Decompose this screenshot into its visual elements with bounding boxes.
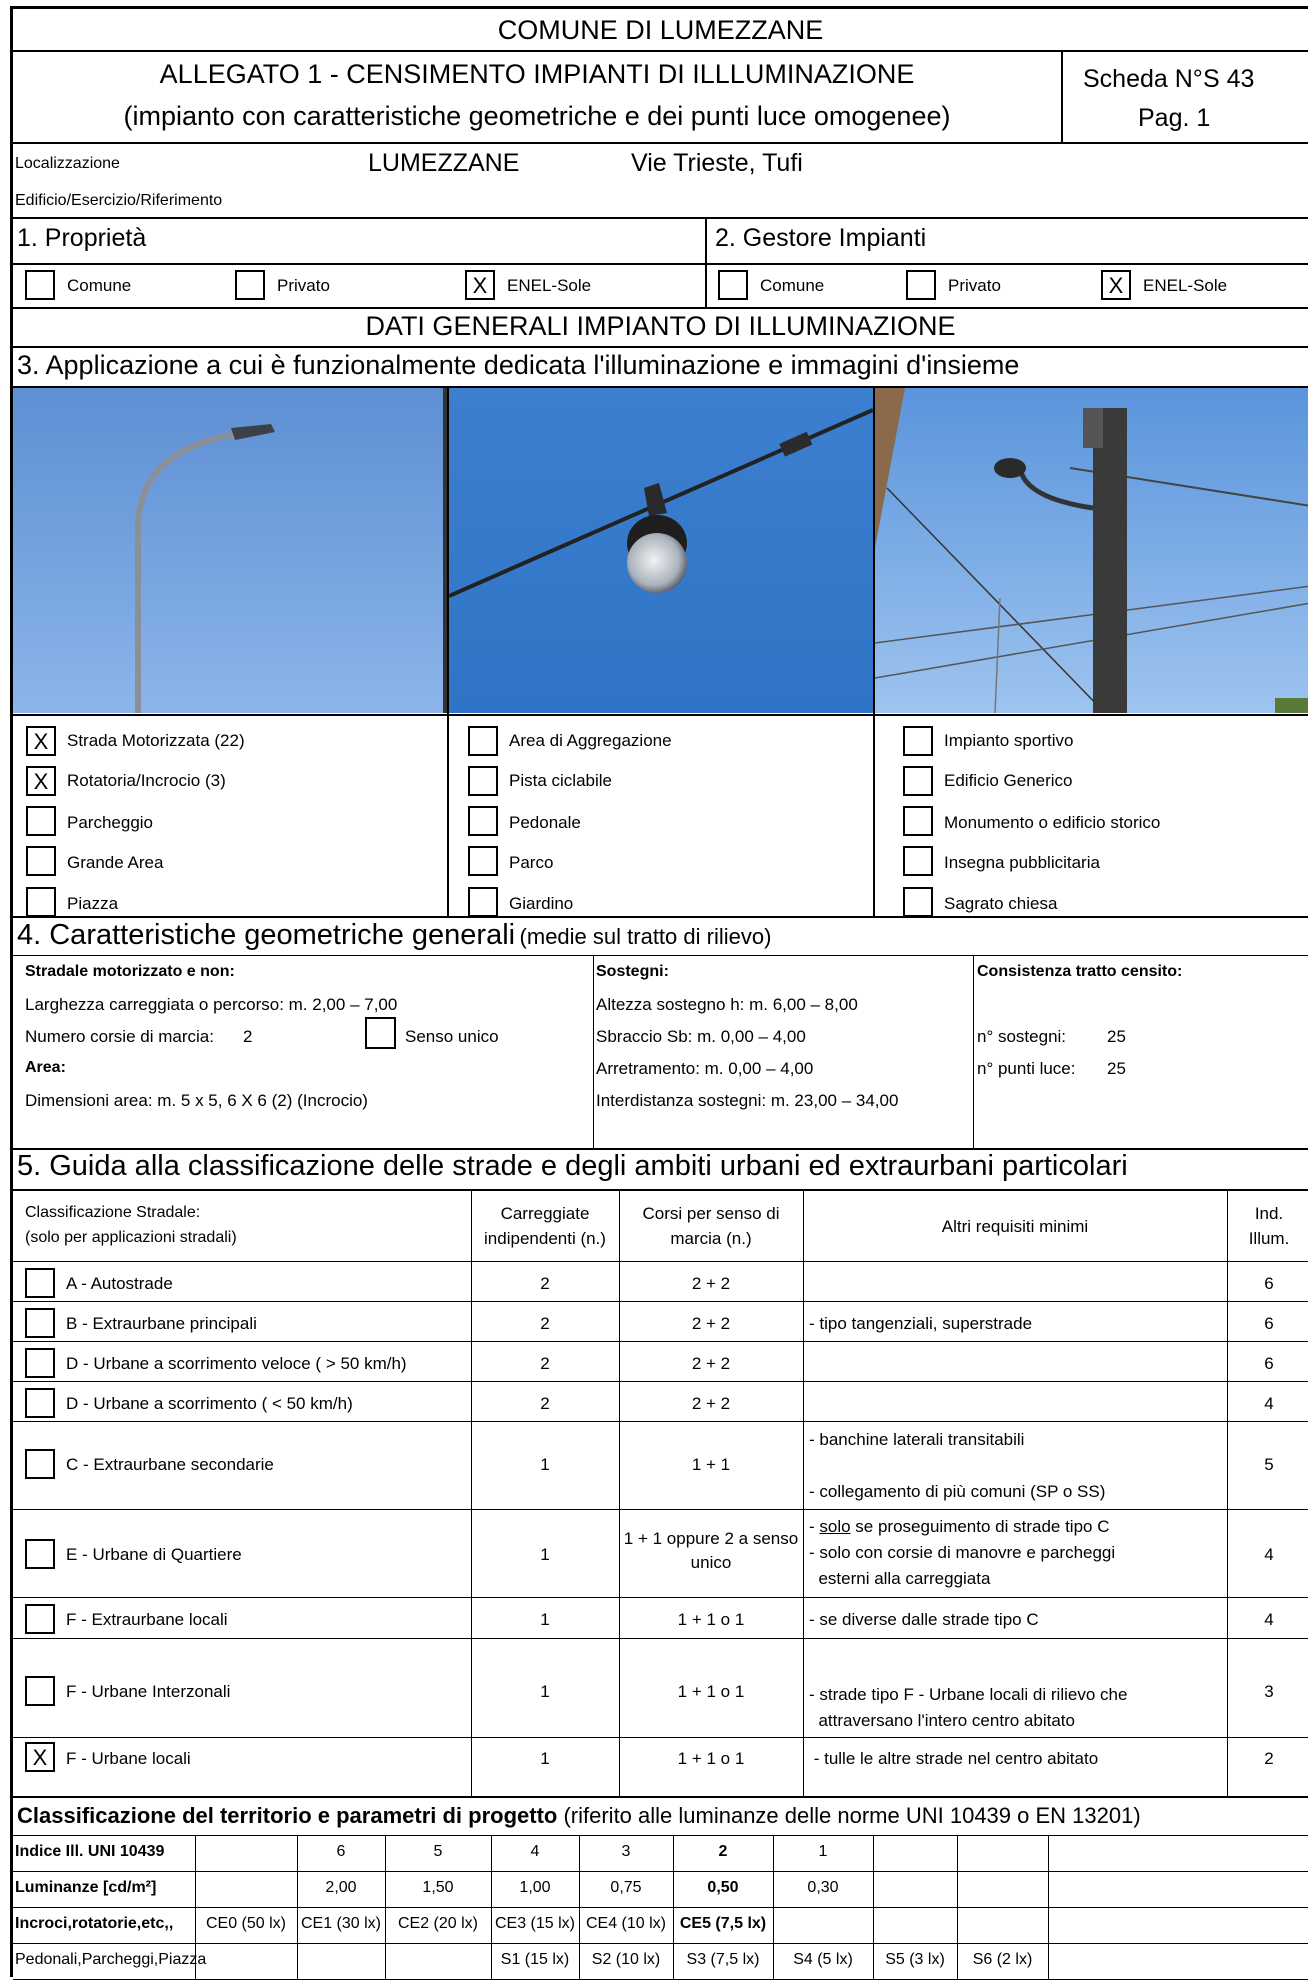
- section4-title: [17, 919, 771, 952]
- class-a-corsi: 2 + 2: [691, 1274, 731, 1293]
- territorio-cell: 3: [621, 1843, 631, 1860]
- territorio-table: [13, 1835, 1308, 1980]
- sostegni-header: Sostegni:: [596, 963, 669, 980]
- class-a-name: A - Autostrade: [66, 1274, 173, 1293]
- n-sostegni-value: 25: [1107, 1027, 1126, 1046]
- class-f-extraurbane-carr: 1: [540, 1610, 550, 1629]
- n-sostegni-label: n° sostegni:: [977, 1027, 1067, 1046]
- section4-title-note: (medie sul tratto di rilievo): [519, 924, 772, 949]
- checkbox-class-d[interactable]: [25, 1388, 55, 1418]
- proprieta-comune-label: Comune: [67, 276, 132, 295]
- checkbox-rotatoria[interactable]: X: [26, 766, 56, 796]
- class-f-interzonali-ind: 3: [1264, 1682, 1274, 1701]
- checkbox-impianto-sportivo[interactable]: [903, 726, 933, 756]
- checkbox-parco[interactable]: [468, 846, 498, 876]
- class-e-req-3: esterni alla carreggiata: [809, 1569, 991, 1588]
- class-d-name: D - Urbane a scorrimento ( < 50 km/h): [66, 1394, 353, 1413]
- territorio-cell: 0,75: [610, 1879, 642, 1896]
- giardino-label: Giardino: [509, 894, 574, 913]
- checkbox-insegna[interactable]: [903, 846, 933, 876]
- territorio-row-label: Pedonali,Parcheggi,Piazza: [15, 1951, 207, 1968]
- class-f-locali-ind: 2: [1264, 1749, 1274, 1768]
- territorio-cell: S5 (3 lx): [885, 1951, 945, 1968]
- class-f-locali-carr: 1: [540, 1749, 550, 1768]
- class-c-name: C - Extraurbane secondarie: [66, 1455, 274, 1474]
- proprieta-enel-label: ENEL-Sole: [507, 276, 592, 295]
- territorio-cell: 1,00: [519, 1879, 551, 1896]
- class-d-veloce-ind: 6: [1264, 1354, 1274, 1373]
- class-f-extraurbane-name: F - Extraurbane locali: [66, 1610, 228, 1629]
- territorio-cell: S1 (15 lx): [500, 1951, 570, 1968]
- class-f-interzonali-corsi: 1 + 1 o 1: [677, 1682, 745, 1701]
- class-b-carr: 2: [540, 1314, 550, 1333]
- allegato-subtitle: (impianto con caratteristiche geometriche e dei punti luce omogenee): [123, 101, 951, 131]
- territorio-cell: CE0 (50 lx): [205, 1915, 287, 1932]
- corsie-label: Numero corsie di marcia:: [25, 1027, 214, 1046]
- section3-title: 3. Applicazione a cui è funzionalmente dedicata l'illuminazione e immagini d'insieme: [17, 350, 1020, 380]
- class-f-interzonali-req-1: - strade tipo F - Urbane locali di rilievo che: [809, 1685, 1128, 1704]
- checkbox-class-a[interactable]: [25, 1268, 55, 1298]
- checkbox-pedonale[interactable]: [468, 806, 498, 836]
- checkbox-senso-unico[interactable]: [365, 1017, 396, 1049]
- territorio-cell: S3 (7,5 lx): [686, 1951, 760, 1968]
- location-city: LUMEZZANE: [368, 149, 520, 177]
- col-altri: Altri requisiti minimi: [941, 1217, 1089, 1236]
- edificio-label: Edificio/Esercizio/Riferimento: [15, 192, 223, 209]
- proprieta-privato-label: Privato: [277, 276, 330, 295]
- checkbox-proprieta-privato[interactable]: [235, 270, 265, 300]
- class-e-req-2: - solo con corsie di manovre e parcheggi: [809, 1543, 1116, 1562]
- territorio-row-label: Luminanze [cd/m²]: [15, 1879, 157, 1896]
- sbraccio-text: Sbraccio Sb: m. 0,00 – 4,00: [596, 1027, 806, 1046]
- class-f-locali-req: - tulle le altre strade nel centro abitato: [809, 1749, 1099, 1768]
- pedonale-label: Pedonale: [509, 813, 581, 832]
- rotatoria-label: Rotatoria/Incrocio (3): [67, 771, 226, 790]
- class-c-corsi: 1 + 1: [691, 1455, 731, 1474]
- class-b-req: - tipo tangenziali, superstrade: [809, 1314, 1033, 1333]
- checkbox-class-b[interactable]: [25, 1308, 55, 1338]
- checkbox-proprieta-enel[interactable]: X: [465, 270, 495, 300]
- scheda-label: Scheda N°: [1083, 65, 1203, 93]
- class-e-corsi-2: unico: [690, 1553, 732, 1572]
- class-e-corsi-1: 1 + 1 oppure 2 a senso: [623, 1529, 799, 1548]
- grande-area-label: Grande Area: [67, 853, 164, 872]
- section2-title: 2. Gestore Impianti: [715, 224, 927, 252]
- class-d-corsi: 2 + 2: [691, 1394, 731, 1413]
- checkbox-gestore-enel[interactable]: X: [1101, 270, 1131, 300]
- parco-label: Parco: [509, 853, 554, 872]
- corsie-value: 2: [243, 1027, 253, 1046]
- class-a-carr: 2: [540, 1274, 550, 1293]
- class-b-corsi: 2 + 2: [691, 1314, 731, 1333]
- territorio-title-rest: (riferito alle luminanze delle norme UNI 10439 o EN 13201): [563, 1803, 1141, 1828]
- checkbox-strada-motorizzata[interactable]: X: [26, 726, 56, 756]
- territorio-cell: CE4 (10 lx): [585, 1915, 667, 1932]
- col-ind-1: Ind.: [1254, 1204, 1284, 1223]
- class-c-carr: 1: [540, 1455, 550, 1474]
- territorio-cell: CE2 (20 lx): [397, 1915, 479, 1932]
- territorio-cell: 6: [336, 1843, 346, 1860]
- checkbox-class-d-veloce[interactable]: [25, 1348, 55, 1378]
- photo-pole-lamp: [875, 388, 1308, 713]
- section4-title-main: 4. Caratteristiche geometriche generali: [17, 919, 516, 951]
- section1-title: 1. Proprietà: [17, 224, 147, 252]
- col-carr-2: indipendenti (n.): [484, 1229, 606, 1248]
- territorio-cell: 2: [718, 1843, 728, 1860]
- allegato-title: ALLEGATO 1 - CENSIMENTO IMPIANTI DI ILLLUMINAZIONE: [159, 59, 915, 89]
- interdistanza-text: Interdistanza sostegni: m. 23,00 – 34,00: [596, 1091, 899, 1110]
- gestore-comune-label: Comune: [760, 276, 825, 295]
- checkbox-class-e[interactable]: [25, 1539, 55, 1569]
- class-f-interzonali-carr: 1: [540, 1682, 550, 1701]
- checkbox-monumento[interactable]: [903, 806, 933, 836]
- col-ind-2: Illum.: [1248, 1229, 1290, 1248]
- gestore-privato-label: Privato: [948, 276, 1001, 295]
- n-punti-label: n° punti luce:: [977, 1059, 1076, 1078]
- checkbox-piazza[interactable]: [26, 887, 56, 917]
- dati-generali-title: DATI GENERALI IMPIANTO DI ILLUMINAZIONE: [365, 311, 956, 341]
- photo-street-lamp: [13, 388, 447, 713]
- photo-suspended-lamp: [449, 388, 873, 713]
- class-b-name: B - Extraurbane principali: [66, 1314, 257, 1333]
- territorio-cell: S6 (2 lx): [972, 1951, 1033, 1968]
- territorio-cell: 0,50: [707, 1879, 739, 1896]
- class-d-veloce-name: D - Urbane a scorrimento veloce ( > 50 km/h): [66, 1354, 407, 1373]
- n-punti-value: 25: [1107, 1059, 1126, 1078]
- comune-title: COMUNE DI LUMEZZANE: [497, 15, 824, 45]
- stradale-header: Stradale motorizzato e non:: [25, 963, 235, 980]
- insegna-label: Insegna pubblicitaria: [944, 853, 1100, 872]
- class-c-req-2: - collegamento di più comuni (SP o SS): [809, 1482, 1106, 1501]
- territorio-row-label: Indice Ill. UNI 10439: [15, 1843, 165, 1860]
- area-header: Area:: [25, 1059, 66, 1076]
- class-e-req-1-rest: se proseguimento di strade tipo C: [850, 1517, 1110, 1536]
- parcheggio-label: Parcheggio: [67, 813, 154, 832]
- class-f-extraurbane-corsi: 1 + 1 o 1: [677, 1610, 745, 1629]
- class-e-ind: 4: [1264, 1545, 1274, 1564]
- territorio-cell: S2 (10 lx): [591, 1951, 661, 1968]
- checkbox-area-aggregazione[interactable]: [468, 726, 498, 756]
- class-e-req-1: - solo se proseguimento di strade tipo C: [809, 1517, 1110, 1536]
- altezza-text: Altezza sostegno h: m. 6,00 – 8,00: [596, 995, 858, 1014]
- checkbox-edificio-generico[interactable]: [903, 766, 933, 796]
- col-carr-1: Carreggiate: [500, 1204, 590, 1223]
- checkbox-giardino[interactable]: [468, 887, 498, 917]
- class-e-carr: 1: [540, 1545, 550, 1564]
- class-d-veloce-carr: 2: [540, 1354, 550, 1373]
- edificio-generico-label: Edificio Generico: [944, 771, 1073, 790]
- territorio-row-label: Incroci,rotatorie,etc,,: [15, 1915, 174, 1932]
- section5-title: 5. Guida alla classificazione delle strade e degli ambiti urbani ed extraurbani particolari: [17, 1150, 1128, 1182]
- territorio-cell: 2,00: [325, 1879, 357, 1896]
- checkbox-parcheggio[interactable]: [26, 806, 56, 836]
- territorio-cell: CE3 (15 lx): [494, 1915, 576, 1932]
- territorio-title-bold: Classificazione del territorio e parametri di progetto: [17, 1803, 558, 1828]
- page-number: Pag. 1: [1138, 104, 1211, 132]
- senso-unico-label: Senso unico: [405, 1027, 499, 1046]
- territorio-cell: S4 (5 lx): [793, 1951, 853, 1968]
- strada-motorizzata-label: Strada Motorizzata (22): [67, 731, 245, 750]
- consistenza-header: Consistenza tratto censito:: [977, 963, 1183, 980]
- checkbox-class-c[interactable]: [25, 1449, 55, 1479]
- checkbox-class-f-interzonali[interactable]: [25, 1676, 55, 1706]
- territorio-cell: CE5 (7,5 lx): [679, 1915, 767, 1932]
- area-aggregazione-label: Area di Aggregazione: [509, 731, 672, 750]
- class-f-locali-name: F - Urbane locali: [66, 1749, 191, 1768]
- class-f-locali-corsi: 1 + 1 o 1: [677, 1749, 745, 1768]
- checkbox-class-f-extraurbane[interactable]: [25, 1604, 55, 1634]
- checkbox-sagrato[interactable]: [903, 887, 933, 917]
- class-f-interzonali-name: F - Urbane Interzonali: [66, 1682, 231, 1701]
- territorio-cell: CE1 (30 lx): [300, 1915, 382, 1932]
- checkbox-gestore-privato[interactable]: [906, 270, 936, 300]
- territorio-cell: 5: [433, 1843, 443, 1860]
- territorio-cell: 1: [818, 1843, 828, 1860]
- larghezza-text: Larghezza carreggiata o percorso: m. 2,00 – 7,00: [25, 995, 398, 1014]
- location-streets: Vie Trieste, Tufi: [631, 149, 803, 177]
- class-e-req-solo: solo: [819, 1517, 851, 1536]
- class-f-extraurbane-req: - se diverse dalle strade tipo C: [809, 1610, 1039, 1629]
- class-f-interzonali-req-2: attraversano l'intero centro abitato: [809, 1711, 1075, 1730]
- class-d-carr: 2: [540, 1394, 550, 1413]
- checkbox-proprieta-comune[interactable]: [25, 270, 55, 300]
- checkbox-class-f-locali[interactable]: X: [25, 1742, 55, 1772]
- class-d-veloce-corsi: 2 + 2: [691, 1354, 731, 1373]
- census-form: [10, 6, 1308, 1977]
- class-d-ind: 4: [1264, 1394, 1274, 1413]
- class-c-req-1: - banchine laterali transitabili: [809, 1430, 1025, 1449]
- territorio-title: [17, 1803, 1141, 1829]
- pista-ciclabile-label: Pista ciclabile: [509, 771, 612, 790]
- localizzazione-label: Localizzazione: [15, 155, 120, 172]
- col-class-2: (solo per applicazioni stradali): [25, 1229, 237, 1246]
- class-b-ind: 6: [1264, 1314, 1274, 1333]
- class-c-ind: 5: [1264, 1455, 1274, 1474]
- gestore-enel-label: ENEL-Sole: [1143, 276, 1228, 295]
- col-class-1: Classificazione Stradale:: [25, 1204, 201, 1221]
- checkbox-pista-ciclabile[interactable]: [468, 766, 498, 796]
- checkbox-grande-area[interactable]: [26, 846, 56, 876]
- class-e-name: E - Urbane di Quartiere: [66, 1545, 242, 1564]
- territorio-cell: 4: [530, 1843, 540, 1860]
- piazza-label: Piazza: [67, 894, 119, 913]
- checkbox-gestore-comune[interactable]: [718, 270, 748, 300]
- class-a-ind: 6: [1264, 1274, 1274, 1293]
- dimensioni-text: Dimensioni area: m. 5 x 5, 6 X 6 (2) (Incrocio): [25, 1091, 368, 1110]
- territorio-cell: 0,30: [807, 1879, 839, 1896]
- territorio-cell: 1,50: [422, 1879, 454, 1896]
- monumento-label: Monumento o edificio storico: [944, 813, 1161, 832]
- impianto-sportivo-label: Impianto sportivo: [944, 731, 1074, 750]
- scheda-value: S 43: [1203, 65, 1255, 93]
- col-corsi-1: Corsi per senso di: [642, 1204, 780, 1223]
- sagrato-label: Sagrato chiesa: [944, 894, 1058, 913]
- col-corsi-2: marcia (n.): [670, 1229, 752, 1248]
- class-f-extraurbane-ind: 4: [1264, 1610, 1274, 1629]
- arretramento-text: Arretramento: m. 0,00 – 4,00: [596, 1059, 814, 1078]
